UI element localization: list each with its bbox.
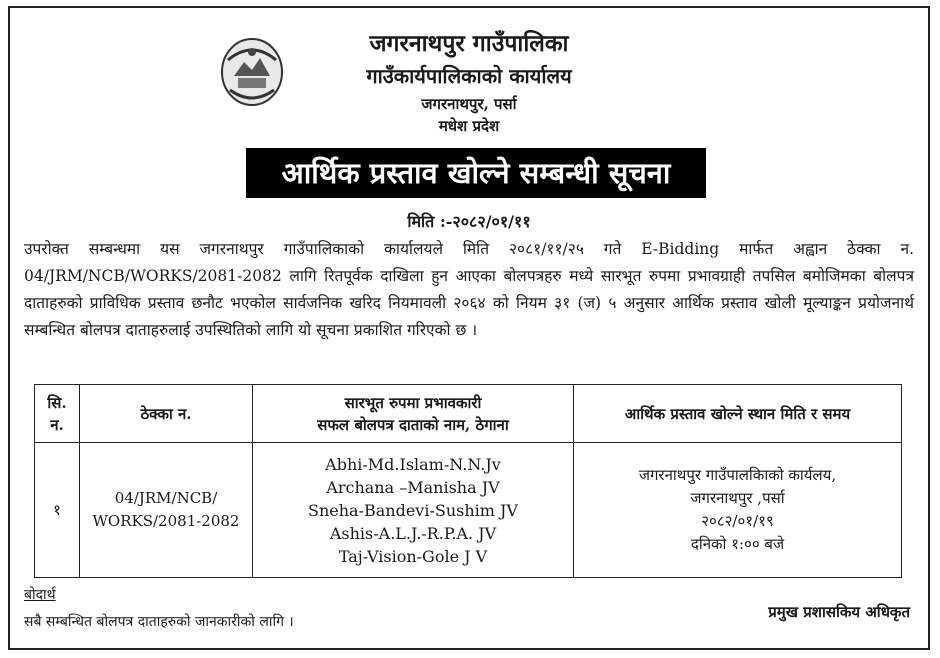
office-name: गाउँकार्यपालिकाको कार्यालय (366, 64, 572, 88)
header-venue: आर्थिक प्रस्ताव खोल्ने स्थान मिति र समय (574, 385, 902, 443)
bidder-name: Ashis-A.L.J.-R.P.A. JV (329, 523, 497, 543)
notice-date: मिति :-२०८२/०१/११ (407, 212, 531, 231)
table-row (35, 443, 902, 578)
table-header-row (35, 385, 902, 443)
header-bidder-line2: सफल बोलपत्र दाताको नाम, ठेगाना (317, 415, 509, 434)
contract-line1: 04/JRM/NCB/ (114, 489, 218, 507)
header-bidder (253, 385, 574, 443)
bid-table (34, 384, 902, 578)
cell-venue (574, 443, 902, 578)
cell-contract (80, 443, 253, 578)
venue-line: जगरनाथपुर गाउँपालकिाको कार्यलय, (638, 466, 837, 484)
cell-bidders (253, 443, 574, 578)
footer-text: सबै सम्बन्धित बोलपत्र दाताहरुको जानकारीको लागि । (24, 614, 294, 630)
bidder-name: Archana –Manisha JV (326, 477, 500, 497)
header-bidder-line1: सारभूत रुपमा प्रभावकारी (344, 393, 482, 412)
bidder-name: Abhi-Md.Islam-N.N.Jv (325, 454, 501, 474)
bidder-name: Taj-Vision-Gole J V (338, 546, 488, 566)
notice-body: उपरोक्त सम्बन्धमा यस जगरनाथपुर गाउँपालिकाको कार्यालयले मिति २०८१/११/२५ गते E-Bidding मार्फत अह्वान ठेक्का न. 04/JRM/NCB/WORKS/2081-2082 लागि रितपूर्वक दाखिला हुन आएका बोलपत्रहरु मध्ये सारभूत रुपमा प्रभावग्राही तपसिल बमोजिमका बोलपत्र दाताहरुको प्राविधिक प्रस्ताव छनौट भएकोल सार्वजनिक खरिद नियमावली २०६४ को नियम ३१ (ज) ५ अनुसार आर्थिक प्रस्ताव खोली मूल्याङ्कन प्रयोजनार्थ सम्बन्धित बोलपत्र दाताहरुलाई उपस्थितिको लागि यो सूचना प्रकाशित गरिएको छ । (24, 240, 914, 339)
cell-sn: १ (35, 443, 80, 578)
header-sn (35, 385, 80, 443)
office-address: जगरनाथपुर, पर्सा (421, 95, 517, 113)
contract-line2: WORKS/2081-2082 (92, 512, 240, 530)
header-sn-line2: न. (50, 415, 64, 434)
notice-title: आर्थिक प्रस्ताव खोल्ने सम्बन्धी सूचना (246, 148, 706, 198)
header-contract: ठेक्का न. (80, 385, 253, 443)
org-name: जगरनाथपुर गाउँपालिका (369, 30, 569, 57)
notice-frame (8, 6, 930, 650)
signatory-title: प्रमुख प्रशासकिय अधिकृत (768, 603, 910, 621)
bidder-name: Sneha-Bandevi-Sushim JV (308, 500, 518, 520)
venue-line: जगरनाथपुर ,पर्सा (690, 489, 785, 507)
header-sn-line1: सि. (47, 393, 67, 412)
footer-label: बोदार्थ (24, 587, 56, 603)
venue-line: २०८२/०१/१९ (701, 512, 774, 530)
venue-line: दनिको १:०० बजे (690, 535, 785, 553)
province-name: मधेश प्रदेश (438, 117, 500, 135)
